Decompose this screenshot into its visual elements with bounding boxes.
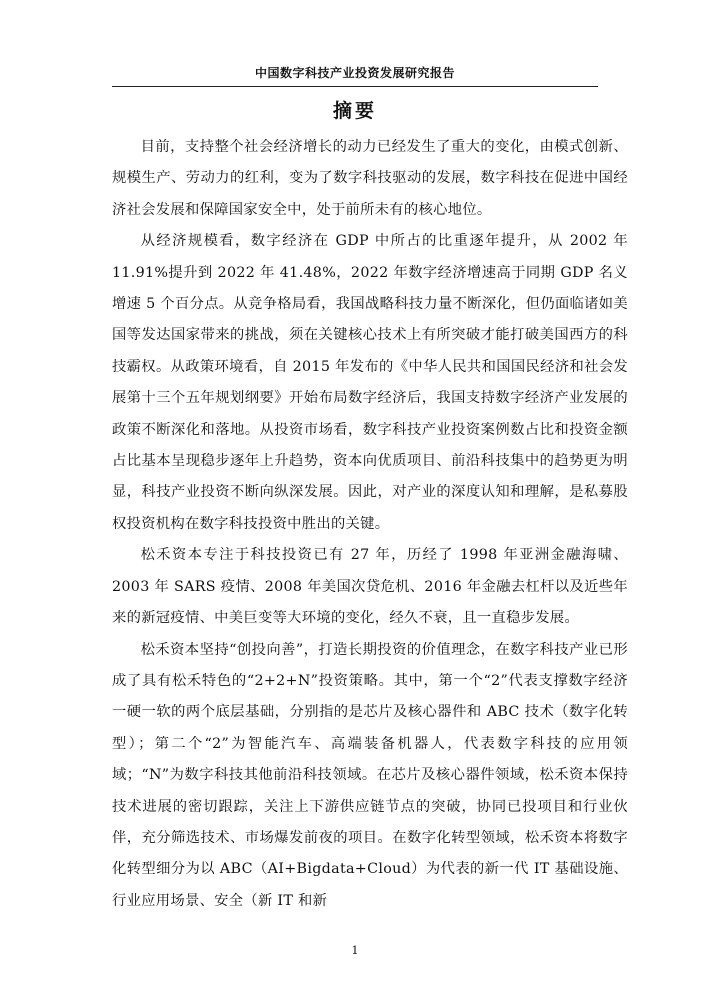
abstract-body (112, 132, 628, 917)
page-number: 1 (351, 944, 359, 957)
paragraph-2: 从经济规模看，数字经济在 GDP 中所占的比重逐年提升，从 2002 年 11.91%提升到 2022 年 41.48%，2022 年数字经济增速高于同期 GDP 名义增速 5 个百分点。从竞争格局看，我国战略科技力量不断深化，但仍面临诸如美国等发达国家带来的挑战，须在关键核心技术上有所突破才能打破美国西方的科技霸权。从政策环境看，自 2015 年发布的《中华人民共和国国民经济和社会发展第十三个五年规划纲要》开始布局数字经济后，我国支持数字经济产业发展的政策不断深化和落地。从投资市场看，数字科技产业投资案例数占比和投资金额占比基本呈现稳步逐年上升趋势，资本向优质项目、前沿科技集中的趋势更为明显，科技产业投资不断向纵深发展。因此，对产业的深度认知和理解，是私募股权投资机构在数字科技投资中胜出的关键。 (112, 233, 628, 532)
paragraph-3: 松禾资本专注于科技投资已有 27 年，历经了 1998 年亚洲金融海啸、2003 年 SARS 疫情、2008 年美国次贷危机、2016 年金融去杠杆以及近些年来的新冠疫情、中美巨变等大环境的变化，经久不衰，且一直稳步发展。 (112, 547, 628, 627)
abstract-title: 摘要 (332, 100, 377, 122)
running-title: 中国数字科技产业投资发展研究报告 (254, 66, 455, 80)
paragraph-1: 目前，支持整个社会经济增长的动力已经发生了重大的变化，由模式创新、规模生产、劳动力的红利，变为了数字科技驱动的发展，数字科技在促进中国经济社会发展和保障国家安全中，处于前所未有的核心地位。 (112, 139, 628, 218)
running-header (112, 64, 598, 87)
paragraph-4: 松禾资本坚持“创投向善”，打造长期投资的价值理念，在数字科技产业已形成了具有松禾特色的“2+2+N”投资策略。其中，第一个“2”代表支撑数字经济一硬一软的两个底层基础，分别指的是芯片及核心器件和 ABC 技术（数字化转型）；第二个“2”为智能汽车、高端装备机器人，代表数字科技的应用领域；“N”为数字科技其他前沿科技领域。在芯片及核心器件领域，松禾资本保持技术进展的密切跟踪，关注上下游供应链节点的突破，协同已投项目和行业伙伴，充分筛选技术、市场爆发前夜的项目。在数字化转型领域，松禾资本将数字化转型细分为以 ABC（AI+Bigdata+Cloud）为代表的新一代 IT 基础设施、行业应用场景、安全（新 IT 和新 (112, 641, 628, 909)
